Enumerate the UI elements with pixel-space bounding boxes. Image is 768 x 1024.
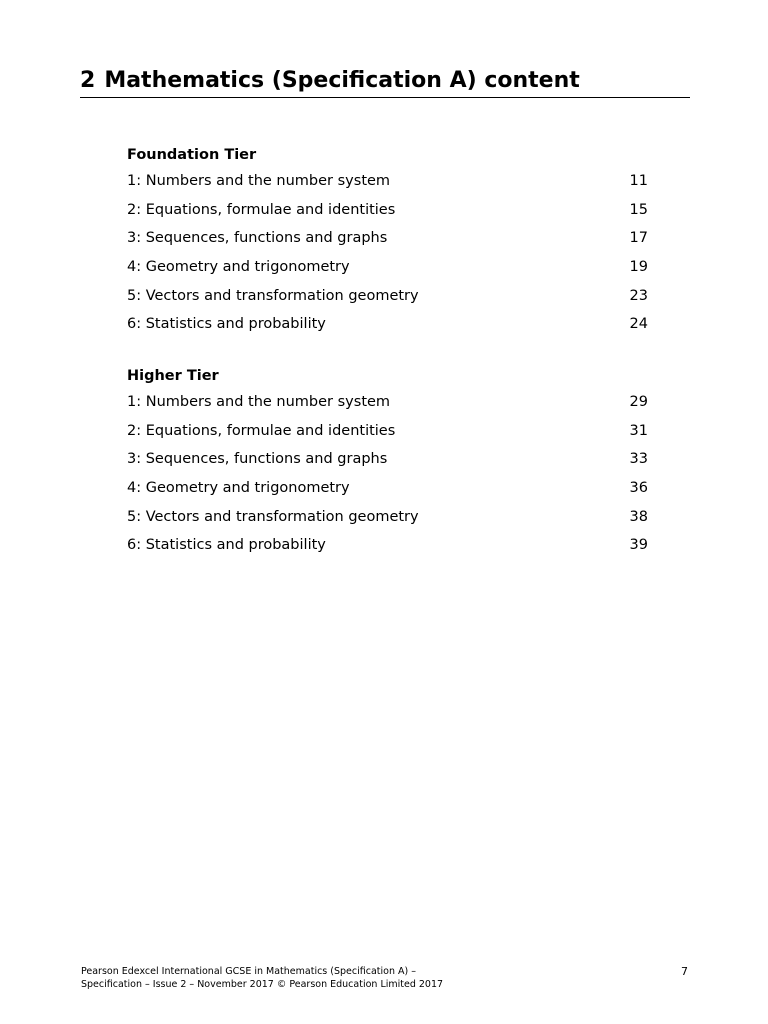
toc-entry-page: 29 — [629, 394, 648, 411]
toc-entry-page: 19 — [629, 259, 648, 276]
toc-entry-page: 39 — [629, 537, 648, 554]
toc-entry-page: 31 — [629, 422, 648, 439]
toc-row[interactable] — [127, 445, 648, 474]
toc-entry-page: 11 — [629, 173, 648, 190]
toc-entry-label: 2: Equations, formulae and identities — [127, 422, 396, 439]
toc-section-foundation — [127, 145, 648, 339]
toc-row[interactable] — [127, 502, 648, 531]
toc-entry-label: 4: Geometry and trigonometry — [127, 480, 350, 497]
toc-entry-label: 4: Geometry and trigonometry — [127, 259, 350, 276]
title-text: Mathematics (Specification A) content — [104, 68, 580, 93]
title-rule — [80, 97, 690, 98]
footer-line: Pearson Edexcel International GCSE in Mathematics (Specification A) – — [81, 966, 416, 977]
toc-entry-label: 3: Sequences, functions and graphs — [127, 230, 388, 247]
toc-entry-page: 24 — [629, 316, 648, 333]
toc-entry-label: 5: Vectors and transformation geometry — [127, 508, 419, 525]
toc-section-higher — [127, 366, 648, 560]
toc-row[interactable] — [127, 196, 648, 225]
toc-entry-label: 5: Vectors and transformation geometry — [127, 287, 419, 304]
page-number: 7 — [681, 965, 688, 978]
toc-row[interactable] — [127, 310, 648, 339]
toc-entry-label: 6: Statistics and probability — [127, 316, 326, 333]
page-footer — [81, 965, 688, 991]
toc-row[interactable] — [127, 417, 648, 446]
toc-entry-label: 1: Numbers and the number system — [127, 173, 391, 190]
toc-entry-page: 23 — [629, 287, 648, 304]
toc-row[interactable] — [127, 253, 648, 282]
toc-entry-page: 38 — [629, 508, 648, 525]
toc-entry-page: 36 — [629, 480, 648, 497]
toc-row[interactable] — [127, 531, 648, 560]
section-heading: Foundation Tier — [127, 147, 257, 163]
toc-row[interactable] — [127, 167, 648, 196]
toc-row[interactable] — [127, 388, 648, 417]
toc-entry-label: 6: Statistics and probability — [127, 537, 326, 554]
toc-entry-page: 15 — [629, 201, 648, 218]
section-heading: Higher Tier — [127, 368, 219, 384]
toc-row[interactable] — [127, 281, 648, 310]
toc-entry-page: 17 — [629, 230, 648, 247]
toc-entry-page: 33 — [629, 451, 648, 468]
toc-row[interactable] — [127, 474, 648, 503]
toc-row[interactable] — [127, 224, 648, 253]
toc-entry-label: 2: Equations, formulae and identities — [127, 201, 396, 218]
footer-line: Specification – Issue 2 – November 2017 © Pearson Education Limited 2017 — [81, 979, 444, 990]
page-title — [80, 66, 690, 96]
toc-entry-label: 1: Numbers and the number system — [127, 394, 391, 411]
toc-entry-label: 3: Sequences, functions and graphs — [127, 451, 388, 468]
section-number: 2 — [80, 68, 96, 93]
